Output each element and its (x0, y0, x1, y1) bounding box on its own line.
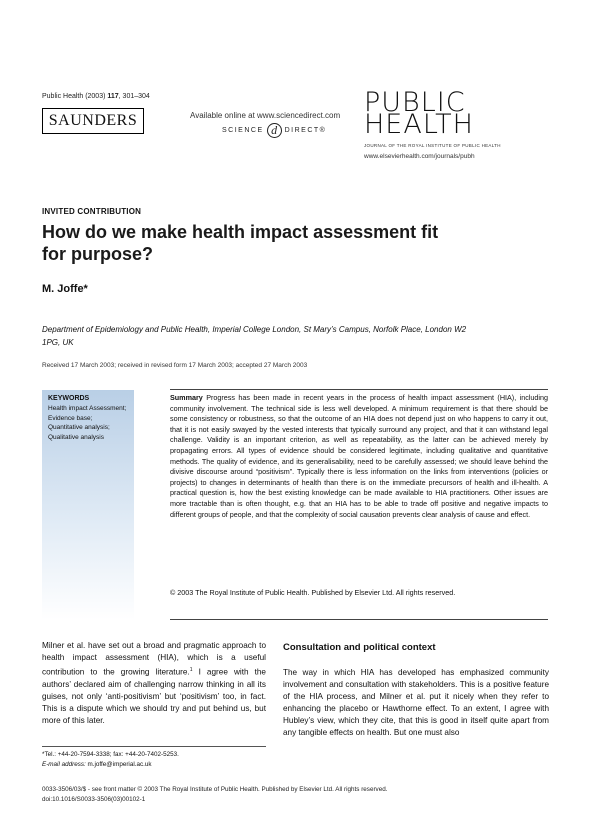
summary-divider-top (170, 389, 548, 390)
journal-subtitle: JOURNAL OF THE ROYAL INSTITUTE OF PUBLIC HEALTH (364, 143, 501, 148)
abstract-summary (170, 393, 548, 520)
journal-url-link[interactable]: www.elsevierhealth.com/journals/pubh (364, 153, 475, 160)
reference-superscript[interactable]: 1 (189, 667, 193, 674)
keywords-heading: KEYWORDS (48, 395, 90, 402)
available-online-text[interactable]: Available online at www.sciencedirect.com (190, 111, 341, 120)
sd-left-text: SCIENCE (222, 127, 264, 134)
sd-at-icon: d (267, 123, 282, 138)
article-author: M. Joffe* (42, 283, 88, 295)
summary-label: Summary (170, 393, 203, 402)
sciencedirect-logo (222, 123, 326, 138)
abstract-copyright: © 2003 The Royal Institute of Public Health. Published by Elsevier Ltd. All rights reserved. (170, 588, 456, 597)
article-title: How do we make health impact assessment fit for purpose? (42, 222, 439, 264)
footnote-divider (42, 746, 266, 747)
keywords-list: Health impact Assessment; Evidence base; Quantitative analysis; Qualitative analysis (48, 405, 127, 441)
sd-right-text: DIRECT® (284, 127, 327, 134)
journal-citation: Public Health (2003) 117, 301–304 (42, 93, 150, 100)
footer-copyright: 0033-3506/03/$ - see front matter © 2003 The Royal Institute of Public Health. Published by Elsevier Ltd. All rights reserved. (42, 786, 388, 793)
author-footnote (42, 750, 266, 769)
publisher-logo: SAUNDERS (42, 108, 144, 134)
summary-text: Progress has been made in recent years in the process of health impact assessment (HIA), including community involvement. The technical side is less well developed. A minimum requirement is that there should be some consistency or robustness, so that the outcome of an HIA does not depend just on who happens to carry it out, that it is not easily swayed by the vested interests that typically surround any project, and that it can withstand legal challenge. Validity is an important criterion, as well as repeatability, as the latter can be achieved merely by propagating errors. All types of evidence should be considered legitimate, including qualitative and quantitative methods. The quality of evidence, and its generalisability, need to be carefully assessed; we should leave behind the divisive discourse around “positivism”. Typically there is less information on the links from interventions (policies or projects) to changes in determinants of health than there is on the immediate precursors of health and ill-health. A practical question is, how the best existing knowledge can be made available to HIA practitioners. Other issues are more tractable than is often thought, e.g. that an HIA has to be able to trade off positive and negative impacts to different groups of people, and that the complexity of social causation prevents clear analysis of cause and effect. (170, 393, 548, 519)
section-heading: Consultation and political context (283, 642, 436, 653)
journal-logo-line2: HEALTH (364, 109, 474, 140)
section-label: INVITED CONTRIBUTION (42, 207, 142, 216)
email-link[interactable]: m.joffe@imperial.ac.uk (85, 760, 152, 768)
footnote-contact: *Tel.: +44-20-7594-3338; fax: +44-20-7402-5253. (42, 751, 179, 758)
footer-doi[interactable]: doi:10.1016/S0033-3506(03)00102-1 (42, 796, 146, 803)
body-column-right: The way in which HIA has developed has emphasized community involvement and consultation with stakeholders. This is a positive feature of the HIA process, and Milner et al. put it nicely when they refer to enhancing the placebo or Hawthorne effect. To an extent, I agree with Hubley’s view, which they cite, that this is good in itself quite apart from any tangible effects on health. But one must also (283, 668, 549, 738)
summary-divider-bottom (170, 619, 548, 620)
journal-logo (364, 87, 504, 140)
received-dates: Received 17 March 2003; received in revised form 17 March 2003; accepted 27 March 2003 (42, 362, 308, 369)
footnote-email: E-mail address: m.joffe@imperial.ac.uk (42, 760, 152, 768)
body-column-left: Milner et al. have set out a broad and pragmatic approach to health impact assessment (HIA), which is a useful contribution to the growing literature.$^1$ I agree with the authors’ declared aim of challenging narrow thinking in all its guises, not only ‘anti-positivism’ but ‘positivism’ too, in fact. This is a dispute which we should try and put behind us, but more of this later. (42, 641, 266, 726)
journal-logo-line1: PUBLIC (364, 87, 466, 118)
keywords-box (42, 390, 134, 620)
author-affiliation: Department of Epidemiology and Public Health, Imperial College London, St Mary’s Campus, Norfolk Place, London W2 1PG, UK (42, 325, 467, 347)
